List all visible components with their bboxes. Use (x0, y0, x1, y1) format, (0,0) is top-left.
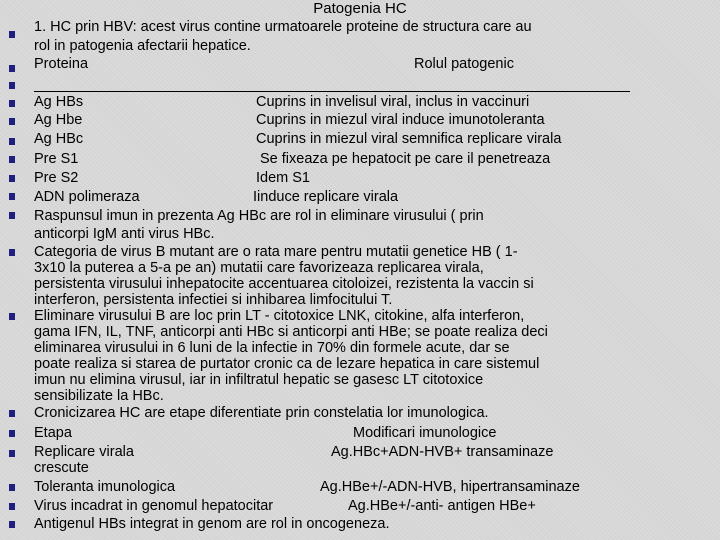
text-line: 1. HC prin HBV: acest virus contine urmatoarele proteine de structura care au (34, 19, 532, 35)
bullet-icon (9, 65, 15, 72)
text-line: Cronicizarea HC are etape diferentiate prin constelatia lor imunologica. (34, 405, 489, 421)
protein-role: Iinduce replicare virala (253, 189, 399, 205)
bullet-icon (9, 450, 15, 457)
text-line: imun nu elimina virusul, iar in infiltratul hepatic se gasesc LT citotoxice (34, 372, 484, 388)
text-line: 3x10 la puterea a 5-a pe an) mutatii care favorizeaza replicarea virala, (34, 260, 484, 276)
bullet-icon (9, 249, 15, 256)
text-line: rol in patogenia afectarii hepatice. (34, 38, 251, 54)
bullet-icon (9, 193, 15, 200)
column-header-stage: Etapa (34, 425, 72, 441)
stage-changes: Ag.HBc+ADN-HVB+ transaminaze (331, 444, 554, 460)
stage-name: Replicare virala (34, 444, 134, 460)
protein-role: Idem S1 (256, 170, 310, 186)
stage-changes: Ag.HBe+/-ADN-HVB, hipertransaminaze (320, 479, 580, 495)
protein-role: Se fixeaza pe hepatocit pe care il penetreaza (260, 151, 551, 167)
text-line: sensibilizate la HBc. (34, 388, 164, 404)
protein-name: ADN polimeraza (34, 189, 140, 205)
text-line: Categoria de virus B mutant are o rata mare pentru mutatii genetice HB ( 1- (34, 244, 518, 260)
stage-name: Toleranta imunologica (34, 479, 176, 495)
stage-name: Virus incadrat in genomul hepatocitar (34, 498, 274, 514)
protein-name: Ag HBc (34, 131, 84, 147)
bullet-icon (9, 484, 15, 491)
text-line: crescute (34, 460, 89, 476)
bullet-icon (9, 503, 15, 510)
text-line: gama IFN, IL, TNF, anticorpi anti HBc si anticorpi anti HBe; se poate realiza deci (34, 324, 548, 340)
bullet-icon (9, 138, 15, 145)
bullet-icon (9, 156, 15, 163)
bullet-icon (9, 430, 15, 437)
text-line: Raspunsul imun in prezenta Ag HBc are rol in eliminare virusului ( prin (34, 208, 484, 224)
stage-changes: Ag.HBe+/-anti- antigen HBe+ (348, 498, 536, 514)
text-line: poate realiza si starea de purtator cronic ca de lezare hepatica in care sistemul (34, 356, 540, 372)
protein-name: Ag HBs (34, 94, 84, 110)
bullet-icon (9, 100, 15, 107)
column-header-protein: Proteina (34, 56, 89, 72)
column-header-role: Rolul patogenic (414, 56, 514, 72)
text-line: eliminarea virusului in 6 luni de la infectie in 70% din formele acute, dar se (34, 340, 510, 356)
protein-role: Cuprins in miezul viral semnifica replicare virala (256, 131, 562, 147)
bullet-icon (9, 212, 15, 219)
text-line: Eliminare virusului B are loc prin LT - citotoxice LNK, citokine, alfa interferon, (34, 308, 525, 324)
slide-title: Patogenia HC (313, 0, 407, 17)
bullet-icon (9, 410, 15, 417)
text-line: persistenta virusului inhepatocite accentuarea citoloizei, rezistenta la vaccin si (34, 276, 534, 292)
protein-name: Pre S1 (34, 151, 79, 167)
text-line: anticorpi IgM anti virus HBc. (34, 226, 215, 242)
bullet-icon (9, 31, 15, 38)
protein-name: Pre S2 (34, 170, 79, 186)
protein-name: Ag Hbe (34, 112, 83, 128)
column-header-changes: Modificari imunologice (353, 425, 497, 441)
bullet-icon (9, 313, 15, 320)
bullet-icon (9, 118, 15, 125)
text-line: Antigenul HBs integrat in genom are rol in oncogeneza. (34, 516, 390, 532)
bullet-icon (9, 175, 15, 182)
protein-role: Cuprins in invelisul viral, inclus in vaccinuri (256, 94, 530, 110)
table-rule (34, 91, 630, 92)
protein-role: Cuprins in miezul viral induce imunotoleranta (256, 112, 545, 128)
text-line: interferon, persistenta infectiei si inhibarea limfocitului T. (34, 292, 393, 308)
bullet-icon (9, 82, 15, 89)
bullet-icon (9, 521, 15, 528)
